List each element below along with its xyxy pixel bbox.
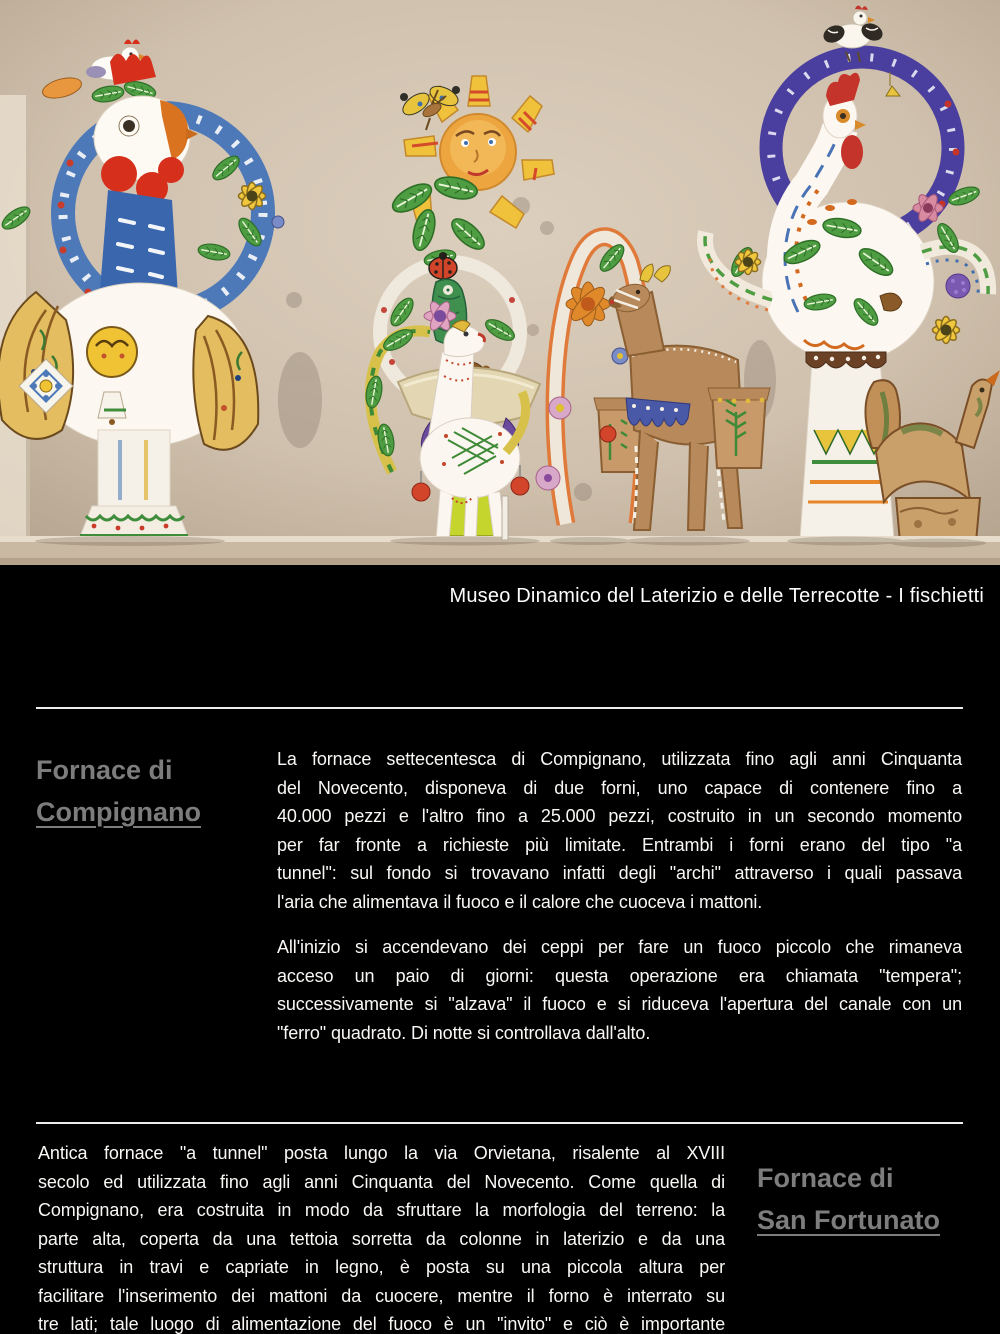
- glass-support-rod: [502, 496, 508, 540]
- text-line: tunnel": sul fondo si trovavano infatti degli "archi" attraverso i quali passava: [277, 863, 962, 883]
- text-line: l'aria che alimentava il fuoco e il calore che cuoceva i mattoni.: [277, 891, 763, 912]
- text-line: secolo ed utilizzata fino agli anni Cinquanta del Novecento. Come quella di: [38, 1171, 725, 1192]
- text-line: successivamente si "alzava" il fuoco e si riduceva l'apertura del canale con un: [277, 994, 962, 1014]
- section-divider-top: [36, 707, 963, 709]
- paragraph: [38, 1139, 725, 1334]
- fischietti-photo: [0, 0, 1000, 565]
- heading-line-1: Fornace di: [757, 1163, 894, 1193]
- text-line: "ferro" quadrato. Di notte si controllava dall'alto.: [277, 1022, 651, 1043]
- paragraph: [277, 745, 962, 916]
- text-line: Antica fornace "a tunnel" posta lungo la via Orvietana, risalente al XVIII: [38, 1143, 725, 1163]
- text-line: acceso un paio di giorni: questa operazione era chiamata "tempera";: [277, 965, 962, 986]
- heading-link-san-fortunato[interactable]: San Fortunato: [757, 1205, 940, 1235]
- text-line: La fornace settecentesca di Compignano, utilizzata fino agli anni Cinquanta: [277, 749, 962, 769]
- paragraph: [277, 933, 962, 1047]
- text-line: facilitare l'inserimento dei mattoni da cuocere, mentre il forno è interrato su: [38, 1285, 725, 1306]
- section-compignano: [0, 745, 1000, 1047]
- section-heading-san-fortunato: [757, 1157, 960, 1334]
- photo-caption: Museo Dinamico del Laterizio e delle Terrecotte - I fischietti: [449, 585, 984, 607]
- text-line: 40.000 pezzi e l'altro fino a 25.000 pezzi, costruito in un secondo momento: [277, 806, 962, 826]
- text-line: parte alta, coperta da una tettoia sorretta da colonne in laterizio e da una: [38, 1228, 725, 1249]
- body-text-san-fortunato: [38, 1139, 725, 1334]
- basket-right: [708, 388, 770, 468]
- heading-link-compignano[interactable]: Compignano: [36, 797, 201, 827]
- section-san-fortunato: [0, 1139, 1000, 1334]
- text-line: Compignano, era costruita in modo da sfruttare la morfologia del terreno: la: [38, 1200, 725, 1220]
- text-line: per far fronte a richieste più limitate. Entrambi i forni erano del tipo "a: [277, 834, 962, 855]
- section-heading-compignano: [36, 749, 241, 1047]
- heading-line-1: Fornace di: [36, 755, 173, 785]
- text-line: del Novecento, disponeva di due forni, uno capace di contenere fino a: [277, 777, 962, 798]
- body-text-compignano: [277, 745, 962, 1047]
- section-divider-bottom: [36, 1122, 963, 1124]
- text-line: tre lati; tale luogo di alimentazione del fuoco è un "invito" e ciò è importante: [38, 1314, 725, 1334]
- text-line: All'inizio si accendevano dei ceppi per fare un fuoco piccolo che rimaneva: [277, 937, 962, 957]
- text-line: struttura in travi e capriate in legno, è posta su una piccola altura per: [38, 1257, 725, 1277]
